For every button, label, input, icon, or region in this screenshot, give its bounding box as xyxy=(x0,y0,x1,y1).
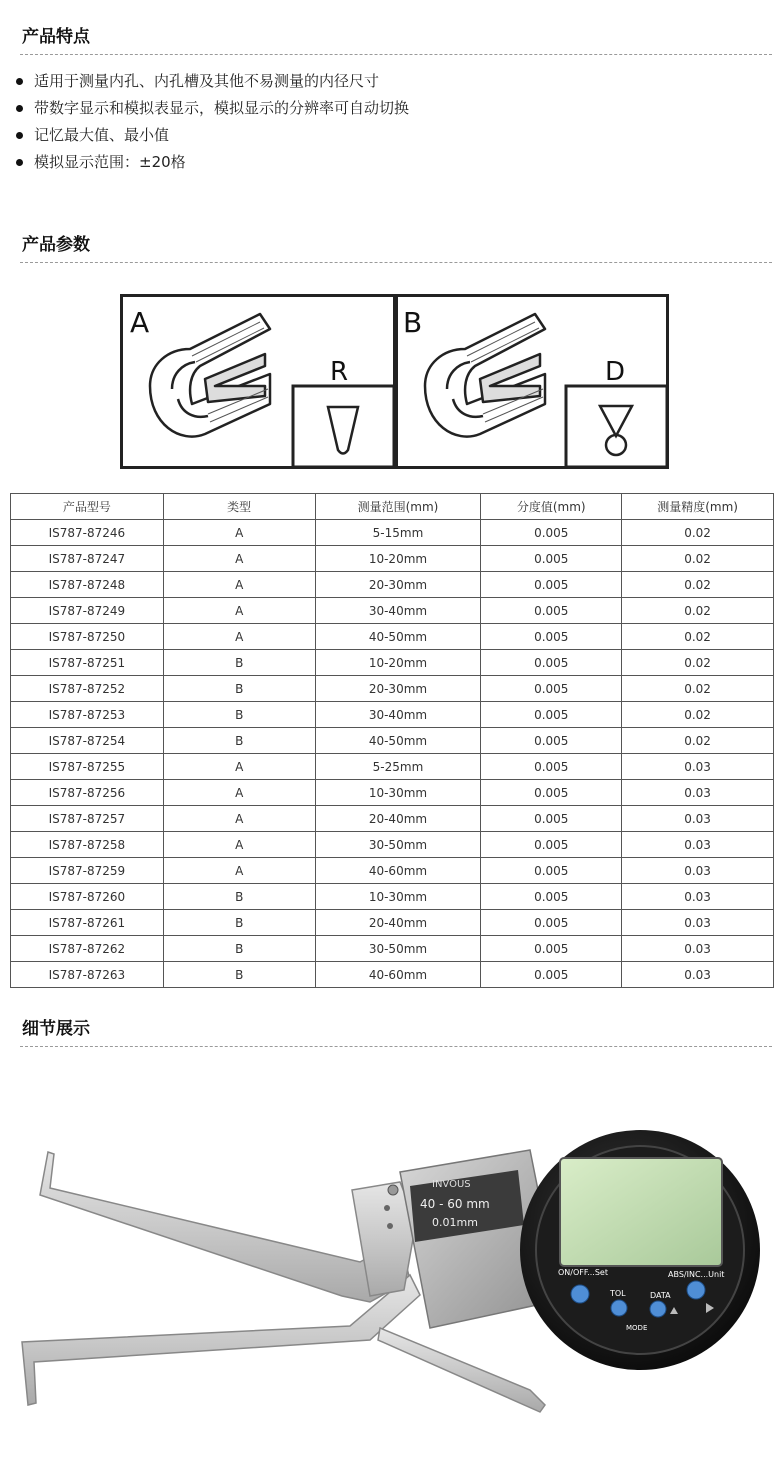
cell-range: 40-50mm xyxy=(315,728,481,754)
table-row xyxy=(11,962,774,988)
table-row xyxy=(11,728,774,754)
label-d: D xyxy=(605,357,626,387)
table-row xyxy=(11,676,774,702)
jaw-b-sketch-icon xyxy=(425,314,545,437)
cell-range: 5-15mm xyxy=(315,520,481,546)
abs-inc-button[interactable] xyxy=(687,1281,705,1299)
cell-resolution: 0.005 xyxy=(481,936,622,962)
data-label: DATA xyxy=(650,1291,671,1300)
cell-range: 10-20mm xyxy=(315,650,481,676)
cell-accuracy: 0.02 xyxy=(622,702,774,728)
table-row xyxy=(11,572,774,598)
cell-range: 20-30mm xyxy=(315,676,481,702)
cell-model: IS787-87259 xyxy=(11,858,164,884)
params-title: 产品参数 xyxy=(22,235,90,255)
mode-label: MODE xyxy=(626,1324,648,1332)
cell-resolution: 0.005 xyxy=(481,780,622,806)
cell-range: 40-60mm xyxy=(315,962,481,988)
cell-type: A xyxy=(163,806,315,832)
cell-resolution: 0.005 xyxy=(481,754,622,780)
table-header-row xyxy=(11,494,774,520)
details-title: 细节展示 xyxy=(22,1019,90,1039)
label-b: B xyxy=(403,306,423,339)
details-divider xyxy=(20,1046,772,1047)
cell-type: A xyxy=(163,624,315,650)
cell-accuracy: 0.03 xyxy=(622,806,774,832)
table-row xyxy=(11,936,774,962)
cell-range: 10-30mm xyxy=(315,780,481,806)
cell-accuracy: 0.02 xyxy=(622,520,774,546)
cell-resolution: 0.005 xyxy=(481,624,622,650)
cell-resolution: 0.005 xyxy=(481,650,622,676)
cell-resolution: 0.005 xyxy=(481,858,622,884)
cell-accuracy: 0.03 xyxy=(622,962,774,988)
cell-type: A xyxy=(163,546,315,572)
cell-range: 40-60mm xyxy=(315,858,481,884)
bullet-icon xyxy=(16,105,23,112)
features-title: 产品特点 xyxy=(22,27,90,47)
cell-accuracy: 0.02 xyxy=(622,676,774,702)
cell-accuracy: 0.03 xyxy=(622,858,774,884)
cell-type: B xyxy=(163,676,315,702)
cell-accuracy: 0.02 xyxy=(622,728,774,754)
brand-label: INVOUS xyxy=(432,1179,471,1190)
table-body xyxy=(11,520,774,988)
table-row xyxy=(11,780,774,806)
cell-resolution: 0.005 xyxy=(481,728,622,754)
cell-range: 20-30mm xyxy=(315,572,481,598)
feature-item xyxy=(14,151,409,178)
cell-range: 30-50mm xyxy=(315,936,481,962)
tip-r-box xyxy=(293,386,394,467)
cell-resolution: 0.005 xyxy=(481,962,622,988)
lcd-display xyxy=(560,1158,722,1266)
cell-resolution: 0.005 xyxy=(481,910,622,936)
cell-accuracy: 0.02 xyxy=(622,572,774,598)
cell-model: IS787-87255 xyxy=(11,754,164,780)
cell-model: IS787-87247 xyxy=(11,546,164,572)
cell-model: IS787-87262 xyxy=(11,936,164,962)
table-row xyxy=(11,832,774,858)
cell-accuracy: 0.03 xyxy=(622,780,774,806)
cell-type: A xyxy=(163,572,315,598)
label-a: A xyxy=(130,306,150,339)
feature-item xyxy=(14,124,409,151)
cell-accuracy: 0.02 xyxy=(622,624,774,650)
bullet-icon xyxy=(16,78,23,85)
cell-resolution: 0.005 xyxy=(481,806,622,832)
bullet-icon xyxy=(16,132,23,139)
params-table xyxy=(10,493,774,988)
on-off-button[interactable] xyxy=(571,1285,589,1303)
tol-label: TOL xyxy=(610,1289,626,1298)
cell-range: 30-40mm xyxy=(315,702,481,728)
cell-accuracy: 0.02 xyxy=(622,598,774,624)
cell-resolution: 0.005 xyxy=(481,546,622,572)
cell-model: IS787-87252 xyxy=(11,676,164,702)
cell-range: 10-20mm xyxy=(315,546,481,572)
cell-resolution: 0.005 xyxy=(481,598,622,624)
cell-accuracy: 0.03 xyxy=(622,832,774,858)
ball-tip-icon xyxy=(600,406,632,455)
features-divider xyxy=(20,54,772,55)
cell-type: A xyxy=(163,780,315,806)
cell-model: IS787-87249 xyxy=(11,598,164,624)
cell-accuracy: 0.02 xyxy=(622,546,774,572)
table-row xyxy=(11,858,774,884)
features-section-header xyxy=(22,26,772,55)
table-row xyxy=(11,884,774,910)
table-row xyxy=(11,806,774,832)
cell-model: IS787-87258 xyxy=(11,832,164,858)
abs-inc-label: ABS/INC...Unit xyxy=(668,1270,725,1279)
cell-resolution: 0.005 xyxy=(481,520,622,546)
cell-type: A xyxy=(163,754,315,780)
cell-resolution: 0.005 xyxy=(481,572,622,598)
cell-accuracy: 0.03 xyxy=(622,936,774,962)
cell-range: 10-30mm xyxy=(315,884,481,910)
col-header-accuracy: 测量精度(mm) xyxy=(622,494,774,520)
cell-type: B xyxy=(163,728,315,754)
cell-resolution: 0.005 xyxy=(481,832,622,858)
cell-type: B xyxy=(163,650,315,676)
cell-model: IS787-87263 xyxy=(11,962,164,988)
cell-range: 30-40mm xyxy=(315,598,481,624)
cell-accuracy: 0.03 xyxy=(622,910,774,936)
cell-type: A xyxy=(163,858,315,884)
cell-model: IS787-87260 xyxy=(11,884,164,910)
cell-model: IS787-87248 xyxy=(11,572,164,598)
cell-resolution: 0.005 xyxy=(481,702,622,728)
table-row xyxy=(11,754,774,780)
bullet-icon xyxy=(16,159,23,166)
cell-type: B xyxy=(163,962,315,988)
table-row xyxy=(11,520,774,546)
cell-accuracy: 0.03 xyxy=(622,754,774,780)
feature-item xyxy=(14,97,409,124)
cell-model: IS787-87250 xyxy=(11,624,164,650)
cell-model: IS787-87257 xyxy=(11,806,164,832)
cell-range: 40-50mm xyxy=(315,624,481,650)
feature-text: 带数字显示和模拟表显示，模拟显示的分辨率可自动切换 xyxy=(34,99,410,117)
upper-jaw-arm xyxy=(40,1152,410,1302)
cell-model: IS787-87246 xyxy=(11,520,164,546)
jaw-type-diagram xyxy=(120,294,670,470)
range-label: 40 - 60 mm xyxy=(420,1197,490,1211)
features-list xyxy=(14,70,409,178)
params-divider xyxy=(20,262,772,263)
cell-model: IS787-87253 xyxy=(11,702,164,728)
cell-range: 20-40mm xyxy=(315,910,481,936)
table-row xyxy=(11,624,774,650)
cell-resolution: 0.005 xyxy=(481,884,622,910)
cell-type: B xyxy=(163,702,315,728)
params-section-header xyxy=(22,234,772,263)
cell-accuracy: 0.02 xyxy=(622,650,774,676)
tol-button[interactable] xyxy=(611,1300,627,1316)
feature-item xyxy=(14,70,409,97)
feature-text: 模拟显示范围：±20格 xyxy=(34,153,186,171)
col-header-resolution: 分度值(mm) xyxy=(481,494,622,520)
label-r: R xyxy=(330,357,349,387)
cell-resolution: 0.005 xyxy=(481,676,622,702)
cell-model: IS787-87254 xyxy=(11,728,164,754)
data-button[interactable] xyxy=(650,1301,666,1317)
feature-text: 记忆最大值、最小值 xyxy=(34,126,170,144)
cell-type: B xyxy=(163,884,315,910)
jaw-a-sketch-icon xyxy=(150,314,270,437)
col-header-range: 测量范围(mm) xyxy=(315,494,481,520)
on-off-label: ON/OFF...Set xyxy=(558,1268,608,1277)
feature-text: 适用于测量内孔、内孔槽及其他不易测量的内径尺寸 xyxy=(34,72,380,90)
table-row xyxy=(11,598,774,624)
caliper-photo xyxy=(0,1090,776,1464)
table-row xyxy=(11,702,774,728)
cell-accuracy: 0.03 xyxy=(622,884,774,910)
table-row xyxy=(11,910,774,936)
table-row xyxy=(11,546,774,572)
details-section-header xyxy=(22,1018,772,1047)
cell-type: B xyxy=(163,910,315,936)
cell-model: IS787-87261 xyxy=(11,910,164,936)
cell-type: A xyxy=(163,598,315,624)
resolution-label: 0.01mm xyxy=(432,1216,478,1229)
cell-type: A xyxy=(163,832,315,858)
rounded-tip-icon xyxy=(328,407,358,454)
cell-model: IS787-87256 xyxy=(11,780,164,806)
col-header-type: 类型 xyxy=(163,494,315,520)
cell-type: B xyxy=(163,936,315,962)
cell-range: 5-25mm xyxy=(315,754,481,780)
cell-range: 20-40mm xyxy=(315,806,481,832)
cell-range: 30-50mm xyxy=(315,832,481,858)
table-row xyxy=(11,650,774,676)
col-header-model: 产品型号 xyxy=(11,494,164,520)
cell-model: IS787-87251 xyxy=(11,650,164,676)
cell-type: A xyxy=(163,520,315,546)
